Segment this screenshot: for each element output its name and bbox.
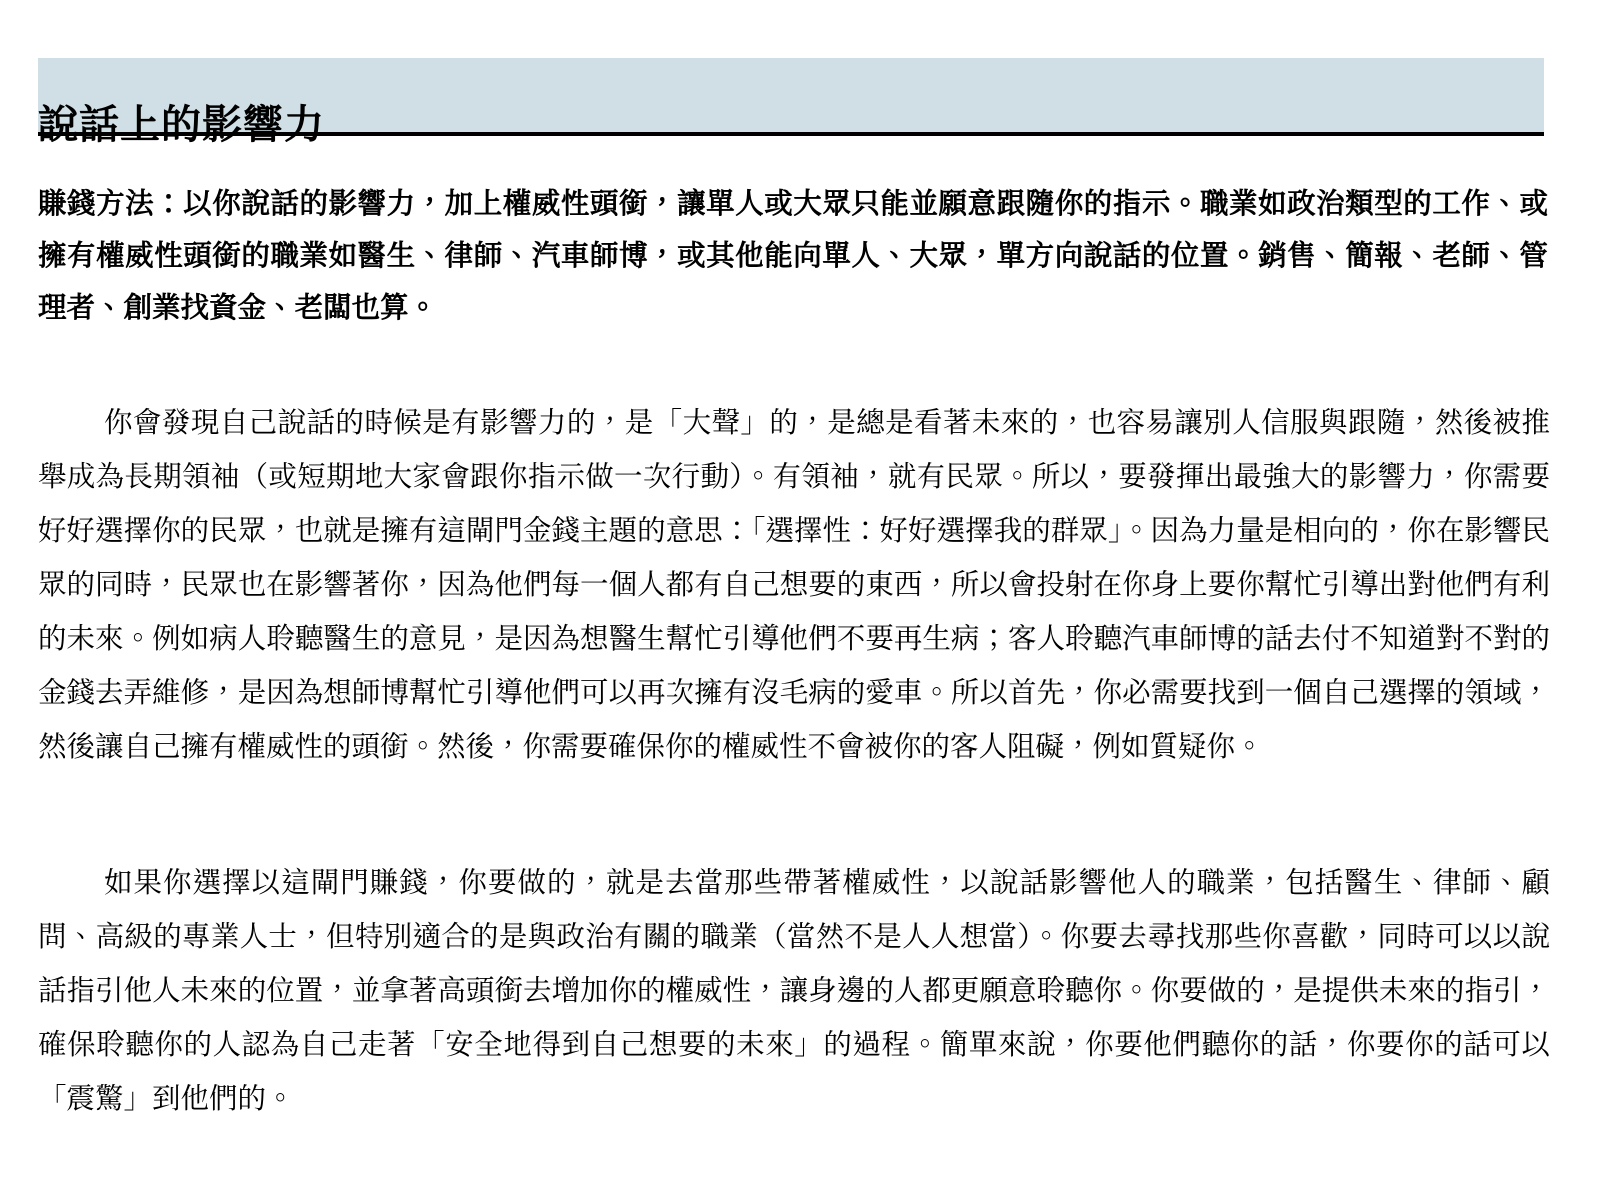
body-paragraph-2: 如果你選擇以這閘門賺錢，你要做的，就是去當那些帶著權威性，以說話影響他人的職業，包括醫生、律師、顧問、高級的專業人士，但特別適合的是與政治有關的職業（當然不是人人想當）。你要去尋找那些你喜歡，同時可以以說話指引他人未來的位置，並拿著高頭銜去增加你的權威性，讓身邊的人都更願意聆聽你。你要做的，是提供未來的指引，確保聆聽你的人認為自己走著「安全地得到自己想要的未來」的過程。簡單來說，你要他們聽你的話，你要你的話可以「震驚」到他們的。	[38, 867, 1550, 1115]
page-title: 說話上的影響力	[38, 101, 325, 147]
body-paragraph-1: 你會發現自己說話的時候是有影響力的，是「大聲」的，是總是看著未來的，也容易讓別人信服與跟隨，然後被推舉成為長期領袖（或短期地大家會跟你指示做一次行動）。有領袖，就有民眾。所以，要發揮出最強大的影響力，你需要好好選擇你的民眾，也就是擁有這閘門金錢主題的意思：「選擇性：好好選擇我的群眾」。因為力量是相向的，你在影響民眾的同時，民眾也在影響著你，因為他們每一個人都有自己想要的東西，所以會投射在你身上要你幫忙引導出對他們有利的未來。例如病人聆聽醫生的意見，是因為想醫生幫忙引導他們不要再生病；客人聆聽汽車師博的話去付不知道對不對的金錢去弄維修，是因為想師博幫忙引導他們可以再次擁有沒毛病的愛車。所以首先，你必需要找到一個自己選擇的領域，然後讓自己擁有權威性的頭銜。然後，你需要確保你的權威性不會被你的客人阻礙，例如質疑你。	[38, 407, 1550, 763]
lead-paragraph: 賺錢方法：以你說話的影響力，加上權威性頭銜，讓單人或大眾只能並願意跟隨你的指示。職業如政治類型的工作、或擁有權威性頭銜的職業如醫生、律師、汽車師博，或其他能向單人、大眾，單方向說話的位置。銷售、簡報、老師、管理者、創業找資金、老闆也算。	[38, 188, 1548, 324]
